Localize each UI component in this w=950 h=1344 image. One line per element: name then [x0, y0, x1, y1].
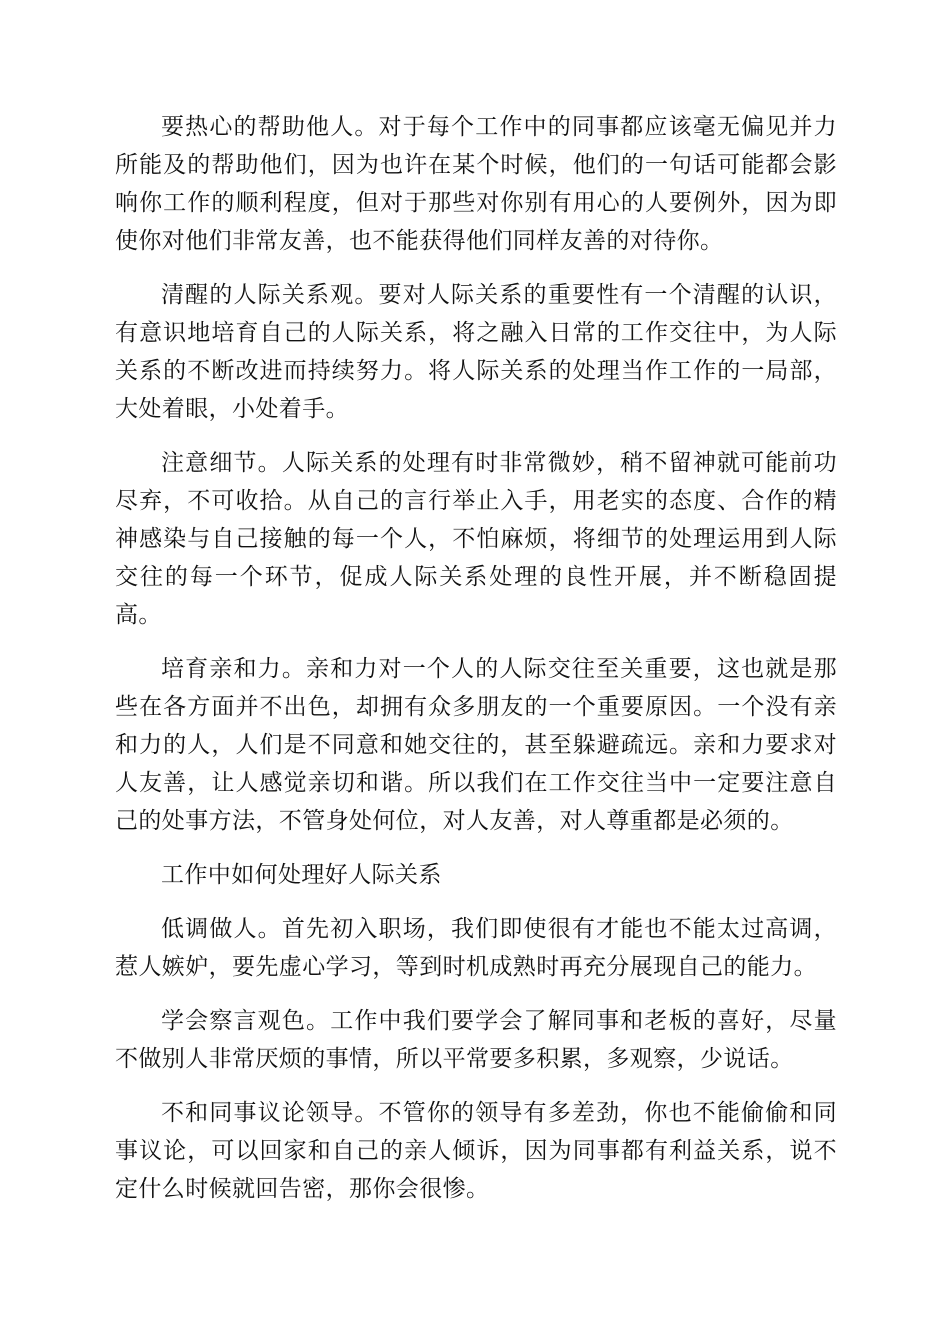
paragraph-no-gossip-about-leaders: 不和同事议论领导。不管你的领导有多差劲，你也不能偷偷和同事议论，可以回家和自己的亲人倾诉，因为同事都有利益关系，说不定什么时候就回告密，那你会很惨。	[115, 1100, 837, 1202]
paragraph-read-expressions: 学会察言观色。工作中我们要学会了解同事和老板的喜好，尽量不做别人非常厌烦的事情，所以平常要多积累，多观察，少说话。	[115, 1008, 837, 1072]
section-heading: 工作中如何处理好人际关系	[161, 862, 442, 888]
document-body	[115, 108, 837, 1224]
paragraph-low-profile: 低调做人。首先初入职场，我们即使很有才能也不能太过高调，惹人嫉妒，要先虚心学习，等到时机成熟时再充分展现自己的能力。	[115, 916, 837, 980]
paragraph-attention-to-detail: 注意细节。人际关系的处理有时非常微妙，稍不留神就可能前功尽弃，不可收拾。从自己的言行举止入手，用老实的态度、合作的精神感染与自己接触的每一个人，不怕麻烦，将细节的处理运用到人际交往的每一个环节，促成人际关系处理的良性开展，并不断稳固提高。	[115, 450, 837, 628]
paragraph-clear-relationship-view: 清醒的人际关系观。要对人际关系的重要性有一个清醒的认识，有意识地培育自己的人际关系，将之融入日常的工作交往中，为人际关系的不断改进而持续努力。将人际关系的处理当作工作的一局部，大处着眼，小处着手。	[115, 282, 837, 422]
paragraph-affinity: 培育亲和力。亲和力对一个人的人际交往至关重要，这也就是那些在各方面并不出色，却拥有众多朋友的一个重要原因。一个没有亲和力的人，人们是不同意和她交往的，甚至躲避疏远。亲和力要求对人友善，让人感觉亲切和谐。所以我们在工作交往当中一定要注意自己的处事方法，不管身处何位，对人友善，对人尊重都是必须的。	[115, 656, 837, 834]
paragraph-enthusiastic-help: 要热心的帮助他人。对于每个工作中的同事都应该毫无偏见并力所能及的帮助他们，因为也许在某个时候，他们的一句话可能都会影响你工作的顺利程度，但对于那些对你别有用心的人要例外，因为即使你对他们非常友善，也不能获得他们同样友善的对待你。	[115, 114, 837, 254]
